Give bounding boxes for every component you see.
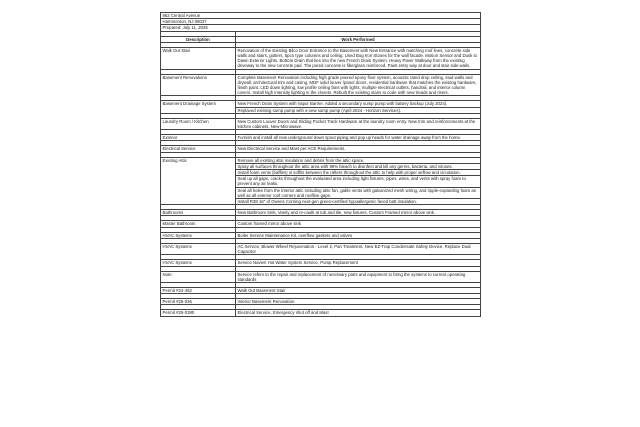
row-description: Permit #25-036 <box>161 299 236 305</box>
address-line1: 862 Central Avenue <box>161 13 481 19</box>
work-line: Install foam vents (baffles) in soffits between the rafters throughout the attic to help with proper airflow and circulation. <box>236 169 480 175</box>
row-description: Note: <box>161 271 236 282</box>
work-line: Service Navien Hot Water System Service, Pump Replacement <box>237 260 358 266</box>
work-line: New Bathroom Sink, Vanity and re-caulk at tub and tile, new fixtures. Custom Framed mirror above sink. <box>237 210 436 216</box>
row-description: HVAC Systems <box>161 260 236 266</box>
work-line: AC Service, Blower Wheel Rejuvenation - Level 2, Pan Treatment, New EZ-Trap Condensate Safety Device, Replace Dual Capacitor <box>237 243 471 255</box>
row-description: Permit #25-0380 <box>161 310 236 316</box>
row-description: Existing Attic <box>161 157 236 205</box>
description-header: Description <box>161 36 236 42</box>
work-line: Custom framed mirror above sink <box>237 221 302 227</box>
row-description: Walk Out Stair <box>161 47 236 69</box>
work-line: Renovation of the Existing Bilco Door Entrance to the Basement with New Entrance with matching roof lines, concrete side walls and stairs, gutters, 5pcn type columns and ceiling. Used Bog Iron Stones for the wall facade. Motion Sensor and Dusk to Dawn Exterior Lights. Bottom Drain that ties into the new French Drain System. Heavy Paver Walkway from the existing driveway to the new concrete pad. The pored concrete is fiberglass reinforced. Paint entry way at door and stair side walls. <box>237 47 478 69</box>
table-row <box>161 118 481 129</box>
work-line: Electrical Service, Emergency shut off and Mast <box>237 310 329 316</box>
work-line: Remove all existing attic insulation and debris from the attic space. <box>237 157 365 163</box>
work-summary-sheet <box>160 12 480 317</box>
row-work-performed <box>236 118 481 129</box>
work-line: Service refers to the repair and replacement of necessary parts and equipment to bring the systems to current operating standards <box>237 271 466 282</box>
work-line: Seal up all gaps, cracks throughout the evaluated area including light fixtures, pipes, wires, and vents with spray foam to prevent any air leaks. <box>236 175 480 186</box>
row-work-performed <box>236 74 481 96</box>
table-row <box>161 310 481 316</box>
row-description: HVAC Systems <box>161 243 236 254</box>
work-line: Furnish and install all new underground down spout piping and pop up heads for water drainage away from the home. <box>237 135 462 141</box>
row-description: Bathrooms <box>161 210 236 216</box>
table-row <box>161 271 481 282</box>
work-performed-header: Work Performed <box>236 36 481 42</box>
work-line: Boiler Service Maintenance Kit, overflow gaskets and valves <box>237 232 353 238</box>
row-work-performed <box>236 310 481 316</box>
row-work-performed <box>236 157 481 205</box>
address-line2: Hammonton, NJ 08037 <box>161 19 481 25</box>
row-work-performed <box>236 271 481 282</box>
work-summary-table <box>160 12 481 317</box>
row-description: Permit #24-452 <box>161 287 236 293</box>
row-description: Basement Drainage System <box>161 101 236 113</box>
work-line: New Electrical Service and Mast per ACE Requirements. <box>237 146 346 152</box>
row-description: Electrical Service <box>161 146 236 152</box>
row-description: Master Bathroom <box>161 221 236 227</box>
work-line: Seal all holes from the interior attic including attic fan, gable vents with galvanized mesh wiring, and ripple-expanding foam as well as all exterior roof corners and roofline gaps. <box>236 187 480 198</box>
work-line: Complete Basement Renovation including high grade poured epoxy floor system, acoustic rated drop ceiling, stud walls and drywall, architectural trim and casing, MDF solid louver /panel doors, residential hardware that matches the existing hardware, finish paint, LED down lighting, low profile ceiling fans with lights, multiple electrical outlets, handrail, and interior column covers. Install high intensity lighting in the closets. Rebuilt the existing stairs to code with new treads and risers. <box>237 74 477 96</box>
row-work-performed <box>236 243 481 254</box>
work-line: New French Drain System with Vapor Barrier. Added a secondary sump pump with battery backup (July 2024). <box>237 101 448 107</box>
row-description: HVAC Systems <box>161 232 236 238</box>
work-line: Install R38 16" of Owens Corning next-gen green-certified hypoallergenic faced batt insulation. <box>236 198 480 204</box>
work-line: Spray all surfaces throughout the attic area with 99% bleach to disinfect and kill any germs, bacteria, and viruses. <box>236 163 480 169</box>
row-work-performed <box>236 47 481 69</box>
row-description: Laundry Room / Kitchen <box>161 118 236 129</box>
table-row <box>161 47 481 69</box>
table-row <box>161 101 481 113</box>
table-row <box>161 157 481 205</box>
row-description: Exterior <box>161 135 236 141</box>
work-line: Walk Out Basement Stair <box>237 287 286 293</box>
row-work-performed <box>236 101 481 113</box>
table-row <box>161 74 481 96</box>
row-description: Basement Renovations <box>161 74 236 96</box>
work-line: New Custom Louver Doors and Sliding Pocket Track Hardware at the laundry room entry. New trim and reinforcements at the kitchen cabinets. New Microwave. <box>237 118 476 130</box>
table-row <box>161 243 481 254</box>
work-line: Replaced existing sump pump with a new sump pump (April 2024 - Horizon Services). <box>236 107 480 113</box>
work-line: Interior Basement Renovation <box>237 299 295 305</box>
prepared-date: Prepared: July 11, 2025 <box>161 25 481 31</box>
